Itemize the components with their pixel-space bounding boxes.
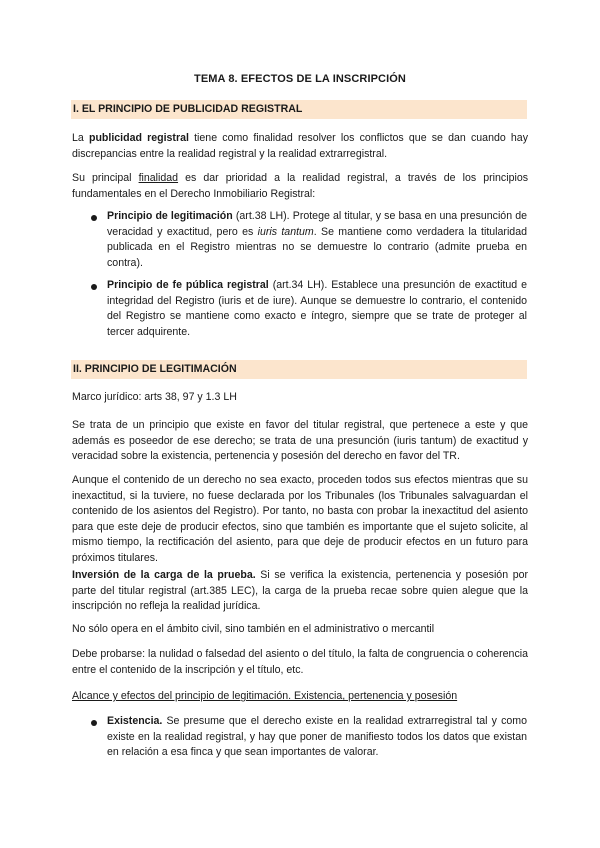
italic-term: iuris tantum [257,225,314,238]
bullet-dot-icon [91,720,97,726]
text-span: . Se mantiene como verdadera la titularidad publicada en el Registro mientras no se demuestre lo contrario (admite prueba en contra). [107,225,527,269]
subheading-alcance: Alcance y efectos del principio de legitimación. Existencia, pertenencia y posesión [72,690,458,702]
bullet-dot-icon [91,215,97,221]
section-heading-legitimacion: II. PRINCIPIO DE LEGITIMACIÓN [71,360,527,379]
bold-term: Principio de legitimación [107,210,233,222]
bullet-legitimacion [107,209,527,271]
section-heading-publicidad: I. EL PRINCIPIO DE PUBLICIDAD REGISTRAL [71,100,527,119]
bullet-existencia [107,714,527,761]
paragraph-carga-prueba [72,568,528,615]
bold-term: publicidad registral [88,132,189,144]
text-span: Si se verifica la existencia, pertenencia y posesión por parte del titular registral (art.385 LEC), la carga de la prueba recae sobre quien alegue que la inscripción no refleja la realidad jurídica. [72,569,529,612]
bullet-fe-publica [107,278,527,340]
text-span: es dar prioridad a la realidad registral, a través de los principios fundamentales en el Derecho Inmobiliario Registral: [72,172,529,200]
paragraph-publicidad-intro [72,131,528,162]
text-span: tiene como finalidad resolver los conflictos que se dan cuando hay discrepancias entre la realidad registral y la realidad extrarregistral. [72,132,528,160]
text-span: (art.38 LH). Protege al titular, y se basa en una presunción de veracidad y exactitud, pero es [107,210,527,238]
paragraph-definicion: Se trata de un principio que existe en favor del titular registral, que pertenece a este y que además es poseedor de ese derecho; se trata de una presunción (iuris tantum) de exactitud y veracidad sobre la existencia, pertenencia y posesión del derecho en favor del TR. [72,419,528,462]
bold-term: Existencia. [107,715,163,727]
paragraph-debe-probarse: Debe probarse: la nulidad o falsedad del asiento o del título, la falta de congruencia o coherencia entre el contenido de la inscripción y el título, etc. [72,648,528,676]
underlined-term: finalidad [138,172,179,184]
text-span: La [72,132,89,144]
paragraph-finalidad [72,171,528,202]
text-span: Se presume que el derecho existe en la realidad extrarregistral tal y como existe en la realidad registral, y hay que poner de manifiesto todos los datos que existan en relación a esa finca y que sean importantes de valorar. [107,715,527,758]
document-title: TEMA 8. EFECTOS DE LA INSCRIPCIÓN [194,73,406,85]
paragraph-ambito: No sólo opera en el ámbito civil, sino también en el administrativo o mercantil [72,623,435,635]
bullet-dot-icon [91,284,97,290]
bold-term: Inversión de la carga de la prueba. [72,569,256,581]
bold-term: Principio de fe pública registral [107,279,269,291]
text-span: Su principal [72,172,139,184]
paragraph-marco-juridico: Marco jurídico: arts 38, 97 y 1.3 LH [72,391,237,403]
paragraph-inexactitud: Aunque el contenido de un derecho no sea exacto, proceden todos sus efectos mientras que su inexactitud, si la tuviere, no fuese declarada por los Tribunales (los Tribunales salvaguardan el contenido de los asientos del Registro). Por tanto, no basta con probar la inexactitud del asiento para que este deje de producir efectos, sino que también es importante que el sujeto solicite, al mismo tiempo, la rectificación del asiento, para que deje de producir efectos en un futuro para próximos titulares. [72,474,528,564]
text-span: (art.34 LH). Establece una presunción de exactitud e integridad del Registro (iuris et de iure). Aunque se demuestre lo contrario, el contenido del Registro se mantiene como exacto e íntegro, siempre que se trate de proteger al tercer adquirente. [107,279,527,338]
